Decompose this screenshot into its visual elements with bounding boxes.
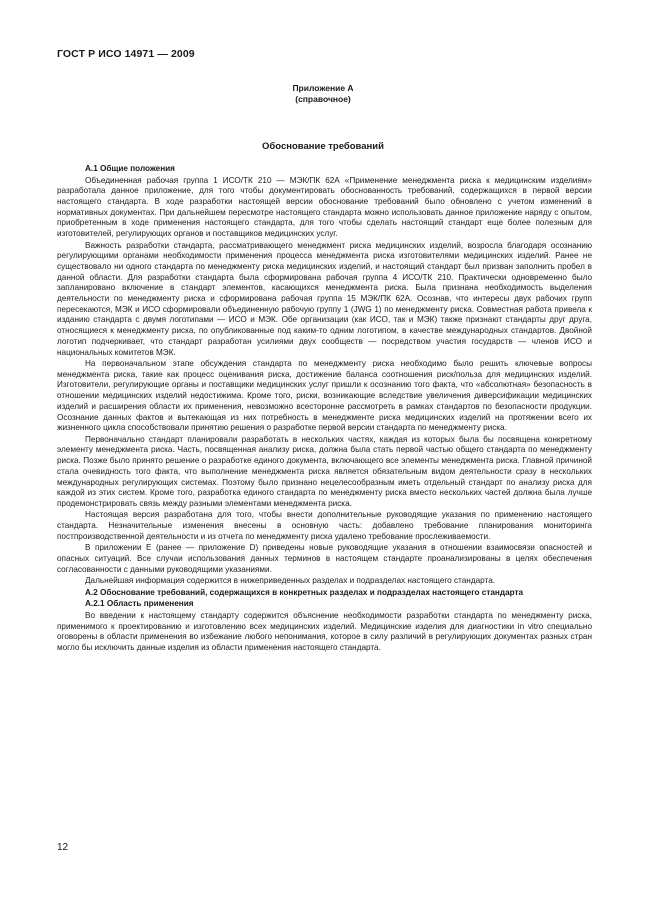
heading-a2: А.2 Обоснование требований, содержащихся в конкретных разделах и подразделах настоящего стандарта bbox=[85, 587, 524, 597]
page-number: 12 bbox=[57, 842, 69, 853]
annex-subtitle: (справочное) bbox=[295, 94, 351, 104]
paragraph: В приложении Е (ранее — приложение D) приведены новые руководящие указания в отношении взаимосвязи опасностей и опасных ситуаций. Все случаи использования данных терминов в настоящем стандарте проанализированы в целях обеспечения согласованности с данными руководящими указаниями. bbox=[57, 543, 592, 574]
document-header: ГОСТ Р ИСО 14971 — 2009 bbox=[57, 48, 195, 60]
paragraph: Объединенная рабочая группа 1 ИСО/ТК 210 — МЭК/ПК 62А «Применение менеджмента риска к медицинским изделиям» разработала данное приложение, для того чтобы документировать обоснованность требований, содержащихся в первой версии настоящего стандарта. В ходе разработки настоящей версии обоснование требований было обновлено с учетом изменений в нормативных документах. При дальнейшем пересмотре настоящего стандарта можно использовать данное приложение наряду с опытом, приобретенным в ходе применения настоящего стандарта, для того чтобы сделать настоящий стандарт еще более полезным для изготовителей, регулирующих органов и поставщиков медицинских услуг. bbox=[57, 175, 592, 239]
heading-a1: А.1 Общие положения bbox=[85, 164, 175, 173]
section-title: Обоснование требований bbox=[262, 141, 384, 152]
paragraph: Важность разработки стандарта, рассматривающего менеджмент риска медицинских изделий, возросла благодаря осознанию регулирующими органами необходимости применения процесса менеджмента риска изготовителями медицинских изделий. Ранее не существовало ни одного стандарта по менеджменту риска медицинских изделий, и настоящий стандарт был призван заполнить пробел в данной области. Для разработки стандарта была сформирована рабочая группа 4 ИСО/ТК 210. Практически одновременно было запланировано включение в стандарт элементов, касающихся менеджмента риска. Была признана необходимость выделения деятельности по менеджменту риска и сформирована рабочая группа 15 МЭК/ПК 62А. Осознав, что интересы двух рабочих групп пересекаются, МЭК и ИСО сформировали объединенную рабочую группу 1 (JWG 1) по менеджменту риска. Совместная работа привела к изданию стандарта с двумя логотипами — ИСО и МЭК. Обе организации (как ИСО, так и МЭК) также признают стандарты друг друга, относящиеся к менеджменту риска, по опубликованные под каким-то одним логотипом, в качестве международных стандартов. Двойной логотип подчеркивает, что стандарт разработан усилиями двух сообществ — посредством участия государств — членов ИСО и национальных комитетов МЭК. bbox=[57, 240, 592, 357]
paragraph: На первоначальном этапе обсуждения стандарта по менеджменту риска необходимо было решить ключевые вопросы менеджмента риска, такие как процесс оценивания риска, достижение баланса соотношения риск/польза для медицинских изделий. Изготовители, регулирующие органы и поставщики медицинских услуг пришли к осознанию того факта, что «абсолютная» безопасность в отношении медицинских изделий недостижима. Кроме того, риски, возникающие вследствие увеличения диверсификации медицинских изделий и расширения области их применения, невозможно всесторонне рассмотреть в рамках стандартов по безопасности продукции. Осознание данных фактов и вытекающая из них потребность в менеджменте риска медицинских изделий на протяжении всего их жизненного цикла способствовали принятию решения о разработке первой версии стандарта по менеджменту риска. bbox=[57, 359, 592, 433]
paragraph: Первоначально стандарт планировали разработать в нескольких частях, каждая из которых была бы посвящена конкретному элементу менеджмента риска. Часть, посвященная анализу риска, должна была стать первой частью общего стандарта по менеджменту риска. Позже было принято решение о разработке единого документа, включающего все элементы менеджмента риска. Главной причиной стала очевидность того факта, что выполнение менеджмента риска является обязательным видом деятельности сразу в нескольких международных регулирующих системах. Поэтому было признано нецелесообразным иметь отдельный стандарт по анализу риска для каждой из этих систем. Кроме того, разработка единого стандарта по менеджменту риска вместо нескольких частей должна была лучше продемонстрировать связь между разными элементами менеджмента риска. bbox=[57, 434, 592, 508]
paragraph: Настоящая версия разработана для того, чтобы внести дополнительные руководящие указания по применению настоящего стандарта. Незначительные изменения внесены в основную часть: добавлено требование планирования мониторинга постпроизводственной деятельности и из отчета по менеджменту риска удалено требование прослеживаемости. bbox=[57, 510, 592, 541]
paragraph: Дальнейшая информация содержится в нижеприведенных разделах и подразделах настоящего стандарта. bbox=[85, 576, 496, 586]
heading-a21: А.2.1 Область применения bbox=[85, 599, 194, 609]
annex-title: Приложение А bbox=[292, 83, 354, 93]
paragraph: Во введении к настоящему стандарту содержится объяснение необходимости разработки стандарта по менеджменту риска, применимого к проектированию и изготовлению всех медицинских изделий. Медицинские изделия для диагностики in vitro специально оговорены в области применения во избежание любого непонимания, которое в силу различий в регулирующих документах разных стран могло бы исключить данные изделия из области применения настоящего стандарта. bbox=[57, 610, 592, 652]
document-body bbox=[57, 164, 592, 654]
